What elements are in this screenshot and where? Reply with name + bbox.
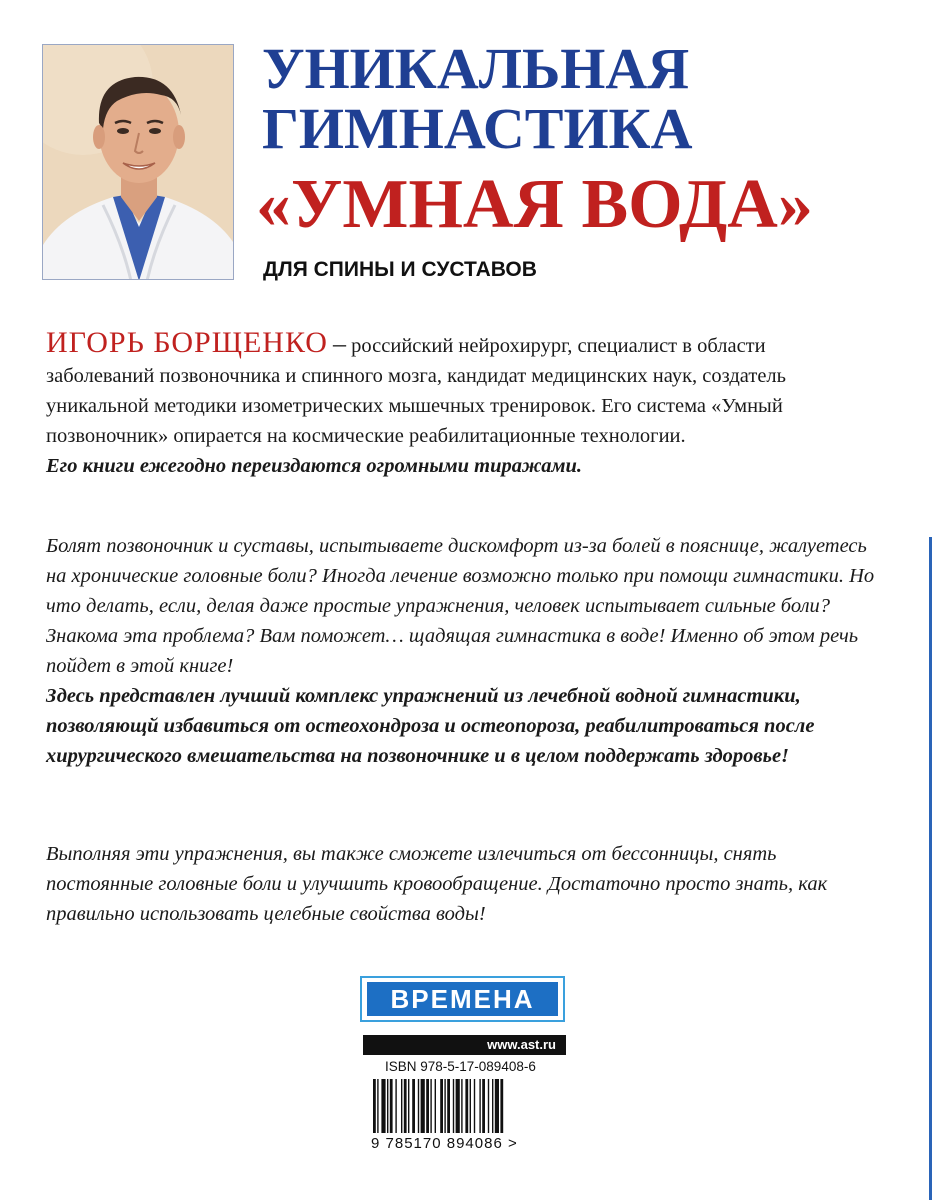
title-line-2: ГИМНАСТИКА (262, 96, 693, 161)
barcode-bar (430, 1079, 431, 1133)
author-name: ИГОРЬ БОРЩЕНКО (46, 326, 328, 359)
barcode-bar (390, 1079, 393, 1133)
barcode-bar (444, 1079, 445, 1133)
barcode-bar (492, 1079, 493, 1133)
isbn-number: ISBN 978-5-17-089408-6 (385, 1059, 536, 1074)
barcode-bar (479, 1079, 480, 1133)
publisher-logo-text: ВРЕМЕНА (367, 982, 558, 1016)
publisher-url: www.ast.ru (363, 1035, 566, 1055)
barcode-bar (461, 1079, 462, 1133)
side-rule (929, 537, 932, 1200)
barcode-bar (453, 1079, 454, 1133)
barcode-bar (440, 1079, 443, 1133)
bio-dash: – (333, 329, 347, 358)
bio-text: российский нейрохирург, специалист в области заболеваний позвоночника и спинного мозга, кандидат медицинских наук, создатель уникальной методики изометрических мышечных тренировок. Его система «Умный позвоночник» опирается на космические реабилитационные технологии. (46, 335, 787, 447)
barcode-bar (435, 1079, 436, 1133)
author-portrait-illustration (43, 45, 234, 280)
barcode-bar (395, 1079, 396, 1133)
description-block (46, 531, 876, 771)
barcode-bar (447, 1079, 450, 1133)
barcode-bar (381, 1079, 385, 1133)
bio-paragraph (46, 328, 846, 451)
barcode-bar (465, 1079, 468, 1133)
barcode-bar (456, 1079, 460, 1133)
barcode-bar (482, 1079, 485, 1133)
barcode-bar (500, 1079, 503, 1133)
barcode-block (363, 1035, 566, 1157)
barcode-digits: 9 785170 894086 > (371, 1135, 518, 1152)
barcode-bar (495, 1079, 499, 1133)
title-line-1: УНИКАЛЬНАЯ (262, 36, 690, 101)
bio-emphasis: Его книги ежегодно переиздаются огромными тиражами. (46, 455, 583, 477)
barcode-bar (426, 1079, 429, 1133)
barcode-bar (474, 1079, 475, 1133)
barcode-bars (371, 1079, 559, 1135)
subtitle: ДЛЯ СПИНЫ И СУСТАВОВ (263, 258, 537, 281)
barcode-bar (488, 1079, 489, 1133)
barcode-bar (404, 1079, 407, 1133)
publisher-logo (360, 976, 565, 1022)
barcode-bar (401, 1079, 402, 1133)
author-bio (46, 328, 846, 481)
title-line-3: «УМНАЯ ВОДА» (256, 166, 813, 243)
barcode-bar (412, 1079, 415, 1133)
barcode-bar (408, 1079, 409, 1133)
barcode-bar (421, 1079, 425, 1133)
description-bold: Здесь представлен лучший комплекс упражнений из лечебной водной гимнастики, позволяющй избавиться от остеохондроза и остеопороза, реабилитроваться после хирургического вмешательства на позвоночнике и в целом поддержать здоровье! (46, 685, 815, 767)
description-intro: Болят позвоночник и суставы, испытываете дискомфорт из-за болей в пояснице, жалуетесь на хронические головные боли? Иногда лечение возможно только при помощи гимнастики. Но что делать, если, делая даже простые упражнения, человек испытывает сильные боли? Знакома эта проблема? Вам поможет… щадящая гимнастика в воде! Именно об этом речь пойдет в этой книге! (46, 535, 875, 677)
description-closing: Выполняя эти упражнения, вы также сможете излечиться от бессонницы, снять постоянные головные боли и улучшить кровообращение. Достаточно просто знать, как правильно использовать целебные свойства воды! (46, 843, 828, 925)
barcode-bar (387, 1079, 388, 1133)
barcode-bar (418, 1079, 419, 1133)
barcode-bar (373, 1079, 376, 1133)
barcode-bar (377, 1079, 378, 1133)
author-photo (42, 44, 234, 280)
barcode-bar (470, 1079, 471, 1133)
